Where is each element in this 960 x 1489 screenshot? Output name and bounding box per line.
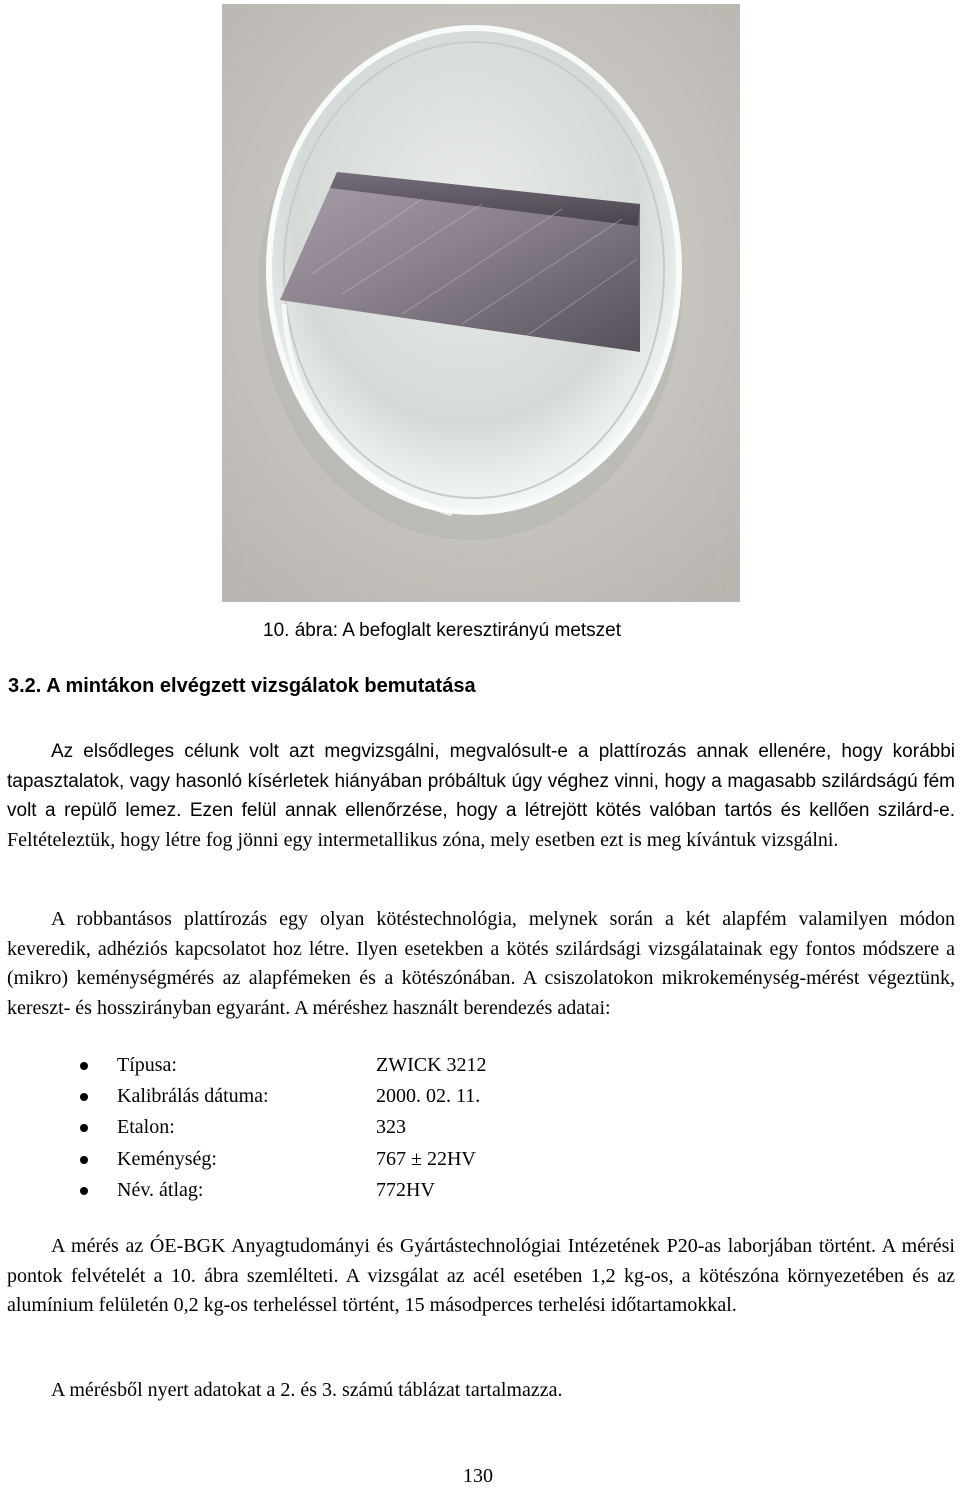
spec-item-type — [80, 1050, 487, 1081]
bullet-icon — [80, 1187, 88, 1195]
page-number: 130 — [463, 1465, 493, 1487]
spec-item-hardness — [80, 1144, 487, 1175]
spec-label: Keménység: — [117, 1147, 217, 1170]
paragraph-tables-reference: A mérésből nyert adatokat a 2. és 3. számú táblázat tartalmazza. — [51, 1379, 563, 1401]
spec-label: Kalibrálás dátuma: — [117, 1085, 269, 1108]
section-number: 3.2. — [8, 675, 42, 697]
section-title: A mintákon elvégzett vizsgálatok bemutatása — [46, 675, 476, 697]
paragraph-goal-sans: Az elsődleges célunk volt azt megvizsgálni, megvalósult-e a plattírozás annak ellenére, hogy korábbi tapasztalatok, vagy hasonló kísérletek hiányában próbáltuk úgy véghez vinni, hogy a magasabb szilárdságú fém volt a repülő lemez. Ezen felül annak ellenőrzése, hogy a létrejött kötés valóban tartós és kellően szilárd-e. — [7, 741, 955, 822]
equipment-spec-list — [80, 1050, 487, 1206]
bullet-icon — [80, 1124, 88, 1132]
spec-value: 2000. 02. 11. — [376, 1085, 481, 1108]
paragraph-goal-serif: Feltételeztük, hogy létre fog jönni egy intermetallikus zóna, mely esetben ezt is meg kívántuk vizsgálni. — [7, 828, 839, 851]
spec-label: Etalon: — [117, 1116, 175, 1139]
section-heading — [8, 675, 476, 698]
spec-value: 323 — [376, 1116, 406, 1139]
spec-value: ZWICK 3212 — [376, 1054, 487, 1076]
spec-item-etalon — [80, 1112, 487, 1143]
figure-caption: 10. ábra: A befoglalt keresztirányú metszet — [263, 620, 622, 641]
spec-item-nominal-average — [80, 1175, 487, 1206]
spec-label: Név. átlag: — [117, 1178, 204, 1201]
bullet-icon — [80, 1156, 88, 1164]
resin-mounted-sample-image — [222, 4, 740, 602]
paragraph-goal — [7, 737, 955, 855]
bullet-icon — [80, 1062, 88, 1070]
paragraph-measurement: A mérés az ÓE-BGK Anyagtudományi és Gyártástechnológiai Intézetének P20-as laborjában történt. A mérési pontok felvételét a 10. ábra szemlélteti. A vizsgálat az acél esetében 1,2 kg-os, a kötészóna környezetében és az alumínium felületén 0,2 kg-os terheléssel történt, 15 másodperces terhelési időtartamokkal. — [7, 1235, 955, 1316]
spec-value: 767 ± 22HV — [376, 1147, 476, 1170]
figure-photo — [222, 4, 740, 602]
spec-label: Típusa: — [117, 1054, 177, 1076]
spec-value: 772HV — [376, 1178, 435, 1201]
paragraph-method: A robbantásos plattírozás egy olyan kötéstechnológia, melynek során a két alapfém valamilyen módon keveredik, adhéziós kapcsolatot hoz létre. Ilyen esetekben a kötés szilárdsági vizsgálatainak egy fontos módszere a (mikro) keménységmérés az alapfémeken és a kötészónában. A csiszolatokon mikrokeménység-mérést végeztünk, kereszt- és hosszirányban egyaránt. A méréshez használt berendezés adatai: — [7, 908, 955, 1019]
bullet-icon — [80, 1093, 88, 1101]
spec-item-calibration — [80, 1081, 487, 1112]
